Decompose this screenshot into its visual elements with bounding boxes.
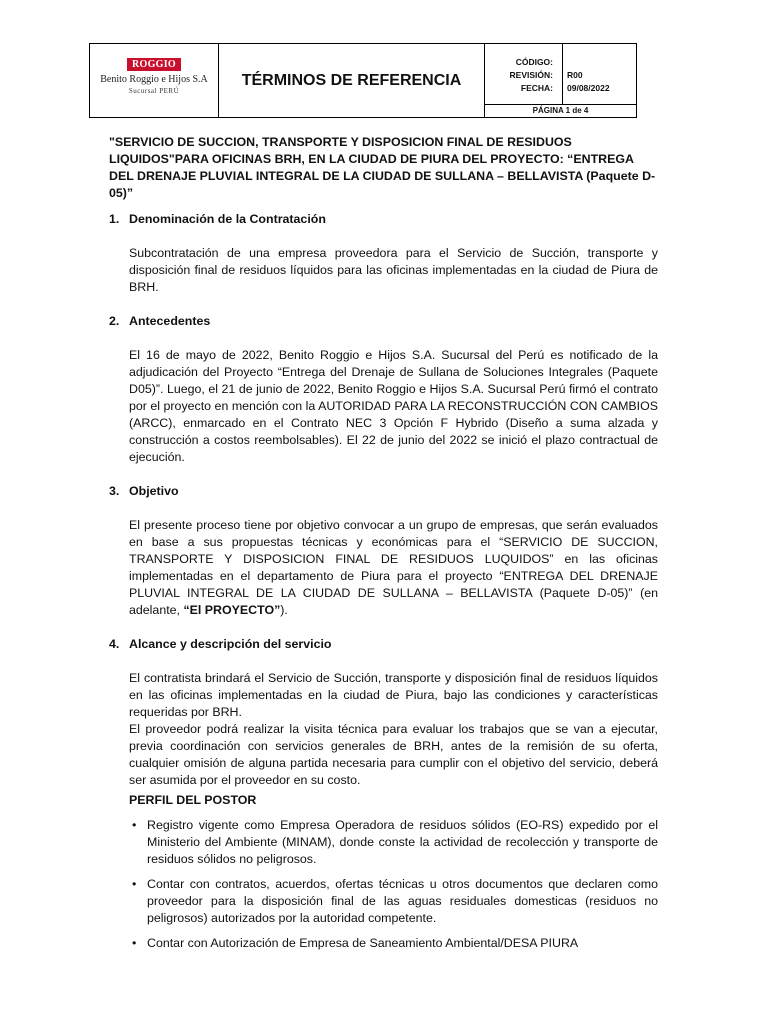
list-item [129,876,658,927]
section-title: Antecedentes [129,314,211,328]
perfil-list [109,817,658,952]
document-body [109,134,658,952]
section-heading [109,211,658,228]
list-item-text: Contar con contratos, acuerdos, ofertas técnicas u otros documentos que declaren como proveedor para la disposición final de las aguas residuales domesticas (residuos no peligrosos) autorizados por la autoridad competente. [147,877,658,925]
document-header [89,43,637,118]
revision-label: REVISIÓN: [509,70,553,80]
section-number: 4. [109,637,120,651]
page-number: PÁGINA 1 de 4 [532,106,589,115]
section-number: 3. [109,484,120,498]
section-title: Denominación de la Contratación [129,212,326,226]
section-number: 2. [109,314,120,328]
bullet-icon: • [132,818,137,832]
document-type-title: TÉRMINOS DE REFERENCIA [241,71,462,89]
bullet-icon: • [132,936,137,950]
meta-labels [485,56,553,95]
date-label: FECHA: [520,83,553,93]
section-heading [109,636,658,653]
meta-values [567,69,637,95]
section-number: 1. [109,212,120,226]
section-paragraph [109,517,658,619]
perfil-heading: PERFIL DEL POSTOR [129,793,257,807]
section-title: Alcance y descripción del servicio [129,637,332,651]
paragraph-text: El presente proceso tiene por objetivo convocar a un grupo de empresas, que serán evaluados en base a sus propuestas técnicas y económicas para el “SERVICIO DE SUCCION, TRANSPORTE Y DISPOSICION FINAL DE RESIDUOS LUQUIDOS” en las oficinas implementadas en el departamento de Piura para el proyecto “ENTREGA DEL DRENAJE PLUVIAL INTEGRAL DE LA CIUDAD DE SULLANA – BELLAVISTA (Paquete D-05)” (en adelante, [129,518,658,617]
code-label: CÓDIGO: [515,57,553,67]
section-heading [109,483,658,500]
list-item [129,935,658,952]
section-paragraph: El proveedor podrá realizar la visita técnica para evaluar los trabajos que se van a ejecutar, previa coordinación con servicios generales de BRH, antes de la remisión de su oferta, cualquier omisión de alguna partida necesaria para cumplir con el objetivo del servicio, deberá ser asumida por el proveedor en su costo. [129,722,658,787]
section-title: Objetivo [129,484,179,498]
logo-badge: ROGGIO [127,58,181,71]
section-paragraph: Subcontratación de una empresa proveedora para el Servicio de Succión, transporte y disposición final de residuos líquidos para las oficinas implementadas en la ciudad de Piura de BRH. [129,246,658,294]
revision-value: R00 [567,70,583,80]
section-paragraph: El 16 de mayo de 2022, Benito Roggio e Hijos S.A. Sucursal del Perú es notificado de la adjudicación del Proyecto “Entrega del Drenaje de Sullana de Soluciones Integrales (Paquete D05)”. Luego, el 21 de junio de 2022, Benito Roggio e Hijos S.A. Sucursal Perú firmó el contrato por el proyecto en mención con la AUTORIDAD PARA LA RECONSTRUCCIÓN CON CAMBIOS (ARCC), enmarcado en el Contrato NEC 3 Opción F Hybrido (Diseño a suma alzada y construcción a costos reembolsables). El 22 de junio del 2022 se inició el plazo contractual de ejecución. [129,348,658,464]
paragraph-text: ). [280,603,288,617]
logo-branch: Sucursal PERÚ [128,87,180,95]
list-item-text: Registro vigente como Empresa Operadora de residuos sólidos (EO-RS) expedido por el Ministerio del Ambiente (MINAM), donde conste la actividad de recolección y transporte de residuos sólidos no peligrosos. [147,818,658,866]
section-heading [109,313,658,330]
company-logo [90,44,218,117]
date-value: 09/08/2022 [567,83,610,93]
document-title: "SERVICIO DE SUCCION, TRANSPORTE Y DISPOSICION FINAL DE RESIDUOS LIQUIDOS"PARA OFICINAS BRH, EN LA CIUDAD DE PIURA DEL PROYECTO: “ENTREGA DEL DRENAJE PLUVIAL INTEGRAL DE LA CIUDAD DE SULLANA – BELLAVISTA (Paquete D-05)” [109,135,656,200]
bullet-icon: • [132,877,137,891]
list-item [129,817,658,868]
list-item-text: Contar con Autorización de Empresa de Saneamiento Ambiental/DESA PIURA [147,936,579,950]
section-paragraph: El contratista brindará el Servicio de Succión, transporte y disposición final de residuos líquidos en las oficinas implementadas en la ciudad de Piura, bajo las condiciones y características requeridas por BRH. [129,671,658,719]
header-divider [562,44,563,104]
paragraph-emphasis: “El PROYECTO” [183,603,281,617]
logo-company-name: Benito Roggio e Hijos S.A [100,74,208,85]
